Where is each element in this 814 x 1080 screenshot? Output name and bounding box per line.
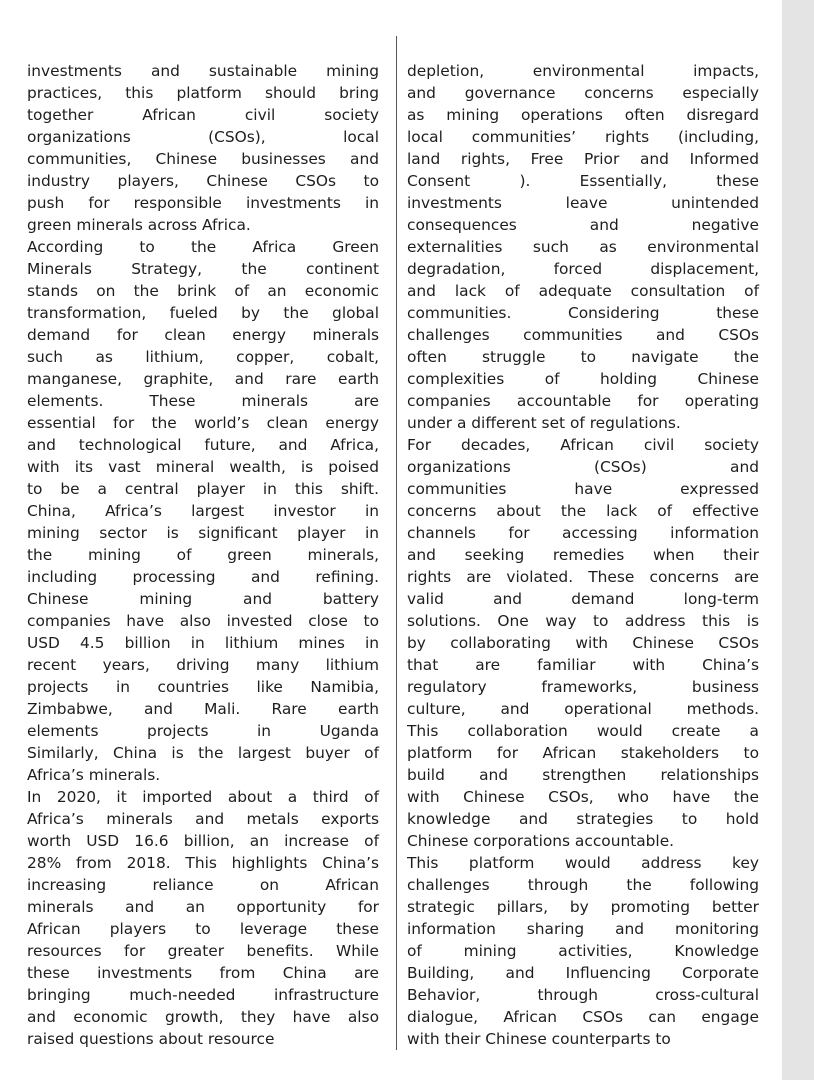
text-line: stands on the brink of an economic [27,282,379,300]
text-line: build and strengthen relationships [407,766,759,784]
text-line: Consent ). Essentially, these [407,172,759,190]
text-line: consequences and negative [407,216,759,234]
text-line: organizations (CSOs), local [27,128,379,146]
text-line: challenges communities and CSOs [407,326,759,344]
text-line: information sharing and monitoring [407,920,759,938]
text-line: Building, and Influencing Corporate [407,964,759,982]
text-line: For decades, African civil society [407,436,759,454]
text-line: platform for African stakeholders to [407,744,759,762]
text-line: mining sector is significant player in [27,524,379,542]
text-line: culture, and operational methods. [407,700,759,718]
text-line: externalities such as environmental [407,238,759,256]
text-line: depletion, environmental impacts, [407,62,759,80]
text-line: raised questions about resource [27,1030,275,1048]
text-line: and economic growth, they have also [27,1008,379,1026]
text-line: challenges through the following [407,876,759,894]
text-line: African players to leverage these [27,920,379,938]
text-line: communities have expressed [407,480,759,498]
text-line: knowledge and strategies to hold [407,810,759,828]
text-line: these investments from China are [27,964,379,982]
text-line: USD 4.5 billion in lithium mines in [27,634,379,652]
text-line: by collaborating with Chinese CSOs [407,634,759,652]
text-line: investments leave unintended [407,194,759,212]
text-line: land rights, Free Prior and Informed [407,150,759,168]
text-line: with its vast mineral wealth, is poised [27,458,379,476]
text-line: push for responsible investments in [27,194,379,212]
text-line: solutions. One way to address this is [407,612,759,630]
text-line: Chinese corporations accountable. [407,832,675,850]
text-line: communities, Chinese businesses and [27,150,379,168]
text-line: Similarly, China is the largest buyer of [27,744,379,762]
column-divider [396,36,397,1050]
left-text-column [27,60,379,1050]
text-line: regulatory frameworks, business [407,678,759,696]
text-line: as mining operations often disregard [407,106,759,124]
text-line: transformation, fueled by the global [27,304,379,322]
text-line: demand for clean energy minerals [27,326,379,344]
text-line: increasing reliance on African [27,876,379,894]
text-line: of mining activities, Knowledge [407,942,759,960]
text-line: According to the Africa Green [27,238,379,256]
text-line: and governance concerns especially [407,84,759,102]
text-line: with their Chinese counterparts to [407,1030,671,1048]
text-line: China, Africa’s largest investor in [27,502,379,520]
text-line: industry players, Chinese CSOs to [27,172,379,190]
text-line: valid and demand long-term [407,590,759,608]
text-line: Chinese mining and battery [27,590,379,608]
text-line: bringing much-needed infrastructure [27,986,379,1004]
text-line: manganese, graphite, and rare earth [27,370,379,388]
text-line: under a different set of regulations. [407,414,681,432]
text-line: with Chinese CSOs, who have the [407,788,759,806]
text-line: complexities of holding Chinese [407,370,759,388]
text-line: projects in countries like Namibia, [27,678,379,696]
text-line: green minerals across Africa. [27,216,251,234]
text-line: that are familiar with China’s [407,656,759,674]
text-line: companies have also invested close to [27,612,379,630]
text-line: together African civil society [27,106,379,124]
right-text-column [407,60,759,1050]
text-line: communities. Considering these [407,304,759,322]
text-line: and seeking remedies when their [407,546,759,564]
text-line: elements. These minerals are [27,392,379,410]
text-line: This collaboration would create a [407,722,759,740]
text-line: Behavior, through cross-cultural [407,986,759,1004]
text-line: practices, this platform should bring [27,84,379,102]
text-line: Minerals Strategy, the continent [27,260,379,278]
text-line: elements projects in Uganda [27,722,379,740]
text-line: organizations (CSOs) and [407,458,759,476]
text-line: strategic pillars, by promoting better [407,898,759,916]
text-line: worth USD 16.6 billion, an increase of [27,832,379,850]
text-line: dialogue, African CSOs can engage [407,1008,759,1026]
text-line: often struggle to navigate the [407,348,759,366]
text-line: and technological future, and Africa, [27,436,379,454]
text-line: concerns about the lack of effective [407,502,759,520]
text-line: and lack of adequate consultation of [407,282,759,300]
text-line: In 2020, it imported about a third of [27,788,379,806]
text-line: Africa’s minerals and metals exports [27,810,379,828]
text-line: including processing and refining. [27,568,379,586]
text-line: to be a central player in this shift. [27,480,379,498]
text-line: investments and sustainable mining [27,62,379,80]
text-line: channels for accessing information [407,524,759,542]
text-line: Zimbabwe, and Mali. Rare earth [27,700,379,718]
text-line: minerals and an opportunity for [27,898,379,916]
text-line: rights are violated. These concerns are [407,568,759,586]
text-line: such as lithium, copper, cobalt, [27,348,379,366]
text-line: recent years, driving many lithium [27,656,379,674]
text-line: degradation, forced displacement, [407,260,759,278]
text-line: the mining of green minerals, [27,546,379,564]
text-line: local communities’ rights (including, [407,128,759,146]
text-line: This platform would address key [407,854,759,872]
text-line: essential for the world’s clean energy [27,414,379,432]
text-line: 28% from 2018. This highlights China’s [27,854,379,872]
text-line: Africa’s minerals. [27,766,161,784]
text-line: companies accountable for operating [407,392,759,410]
scrollbar[interactable] [782,0,814,1080]
text-line: resources for greater benefits. While [27,942,379,960]
